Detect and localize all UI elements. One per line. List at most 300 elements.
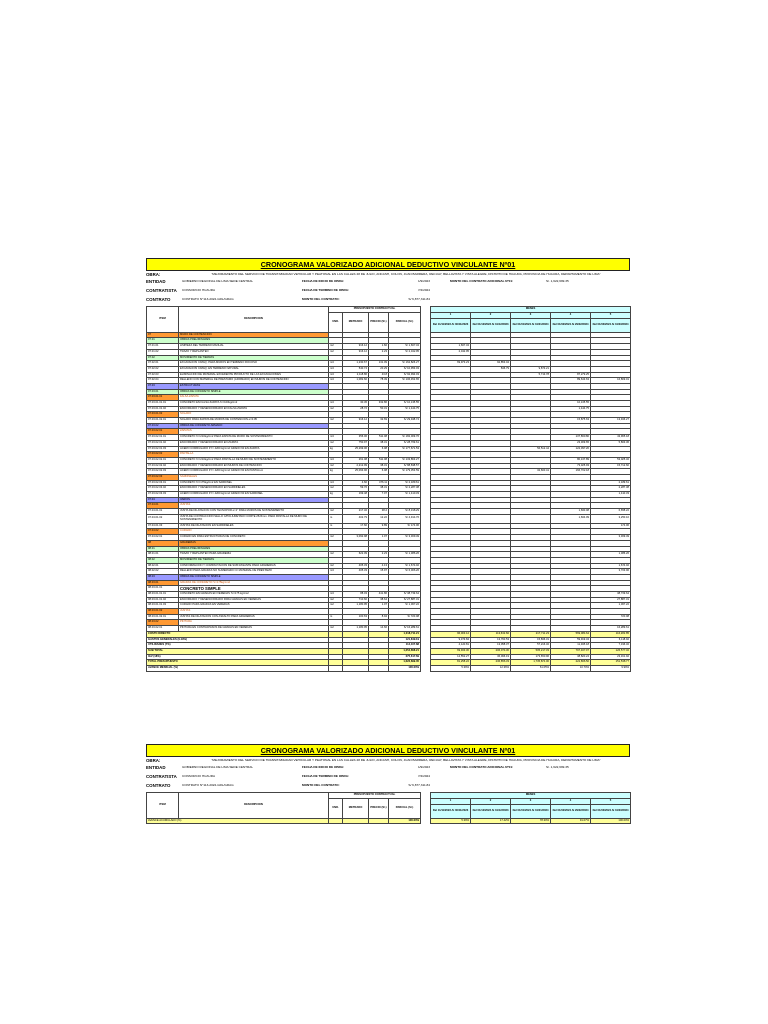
cell [369, 818, 389, 824]
monto-contrato-label: MONTO DEL CONTRATO: [302, 297, 340, 302]
cell-item: 07 [147, 332, 179, 338]
cell-precio: 14.66 [369, 626, 389, 632]
entidad-value: GOBIERNO REGIONAL DE LIMA SEDE CENTRAL [182, 279, 254, 284]
month-num: 3 [511, 799, 551, 805]
cell-label: TOTAL PRESUPUESTO [147, 660, 329, 666]
cell-item: 08.01 [147, 546, 179, 552]
col-descripcion: DESCRIPCION [179, 307, 329, 332]
table-head-1 [147, 307, 631, 332]
cell-metrado: 30.45 [343, 401, 369, 407]
monto-adicional-label-2: MONTO DEL CONTRATO ADICIONAL Nº01: [450, 765, 514, 770]
sheet-2 [146, 744, 630, 824]
cell-parcial: S/ 2,189.61 [389, 480, 421, 486]
cell-label: COSTO DIRECTO [147, 631, 329, 637]
cell-parcial: S/ 3,309.49 [389, 535, 421, 541]
cell-item: 07.03.02.02.01 [147, 457, 179, 463]
cell-month: 6,118.92 [591, 637, 631, 643]
cell-item: 07.03.02.03.02 [147, 486, 179, 492]
entidad-label: ENTIDAD [146, 278, 166, 284]
cell-parcial: S/ 174.06 [389, 523, 421, 529]
cell-item: 07.03.02.03.03 [147, 492, 179, 498]
cell-month: 5,713.78 [511, 372, 551, 378]
cell-item: 07.03.02.03 [147, 474, 179, 480]
cell-descripcion: CURADO [179, 529, 329, 535]
month-range: Del 01/02/2024 Al 29/02/2024 [551, 318, 591, 332]
cell-month: 236,856.33 [471, 660, 511, 666]
cell-parcial: 1,622,699.35 [389, 660, 421, 666]
cell-descripcion: JUNTA DE DILATACION CON TECNOPOR e=1" PARA MUROS DE SOSTENIMIENTO [179, 509, 329, 515]
cell-metrado: 25,299.06 [343, 446, 369, 452]
cell-descripcion: RELLENO CON MATERIAL DE PRESTAMO (AFIRMADO) EN MUROS DE CONTENCION [179, 378, 329, 384]
contratista-label: CONTRATISTA [146, 287, 177, 293]
cell-month: 7,196.32 [591, 643, 631, 649]
cell-item: 08.03.01.01.02 [147, 597, 179, 603]
cell-descripcion: ESTRUCTURAS [179, 383, 329, 389]
cell-descripcion: CONCRETO EN FALSA ZAPATA f'c=100kg/cm2 [179, 401, 329, 407]
cell-parcial: 121,849.19 [389, 637, 421, 643]
summary-row [147, 665, 631, 671]
cell-und: m3 [329, 366, 343, 372]
cell-und: m3 [329, 372, 343, 378]
cell-month: 56,512.44 [511, 446, 551, 452]
cell-month [471, 514, 511, 523]
cell-precio: 38.64 [369, 597, 389, 603]
obra-label-2: OBRA: [146, 758, 161, 763]
cell-precio: 20.29 [369, 366, 389, 372]
cell-month: 116,282.85 [591, 631, 631, 637]
cell-item: 08.03.01.02.01 [147, 614, 179, 620]
table-row [147, 818, 631, 824]
cell-item: 07.03.01.02 [147, 412, 179, 418]
month-num: 2 [471, 313, 511, 319]
cell-precio: 32.69 [369, 418, 389, 424]
cell-item: 07.03.02.03.01 [147, 480, 179, 486]
cell-parcial: S/ 10,135.55 [389, 401, 421, 407]
col-und: UND. [329, 313, 343, 333]
cell-metrado: 1,180.95 [343, 626, 369, 632]
cell-month: 11,495.18 [551, 643, 591, 649]
cell-metrado: 916.12 [343, 418, 369, 424]
cell-descripcion: ELIMINACION DE MATERIAL EXCEDENTE PRODUCTO DE LAS EXCAVACIONES [179, 372, 329, 378]
col-parcial: PARCIAL (S/.) [389, 799, 421, 819]
cell-metrado: 261.08 [343, 457, 369, 463]
cell-month: 89,643.63 [551, 378, 591, 384]
cell-item: 07.04.02.01 [147, 535, 179, 541]
col-parcial: PARCIAL (S/.) [389, 313, 421, 333]
cell-metrado: 916.12 [343, 344, 369, 350]
cell-month: 137,860.80 [551, 435, 591, 441]
month-num: 4 [551, 799, 591, 805]
cell-item: 08.03.01.01.01 [147, 592, 179, 598]
cell-month: 81,258.22 [431, 660, 471, 666]
spacer [421, 665, 431, 671]
contrato-value: CONTRATO N°113-2022-GRL/GRAG [182, 297, 234, 302]
month-num: 2 [471, 799, 511, 805]
cell-metrado: 25,093.96 [343, 469, 369, 475]
cell-month: 13,058.37 [471, 643, 511, 649]
cell-month: 91.07% [551, 818, 591, 824]
cell-month: 9,373.84 [431, 637, 471, 643]
cell-und: m2 [329, 626, 343, 632]
cell-month: 17.42% [471, 818, 511, 824]
cell-month: 1,674.02 [591, 563, 631, 569]
summary-body-1 [147, 631, 631, 671]
spacer [421, 514, 431, 523]
cell-descripcion: SOLADO [179, 412, 329, 418]
cell-month: 96,003.12 [431, 631, 471, 637]
cell-parcial: S/ 8,318.29 [389, 509, 421, 515]
cell-und: m [329, 514, 343, 523]
col-meses: MESES [431, 793, 631, 799]
cell-descripcion: JUNTAS [179, 609, 329, 615]
cell-und: m3 [329, 378, 343, 384]
cell-month: 126,577.32 [591, 648, 631, 654]
cell-month: 1,410.33 [591, 492, 631, 498]
cell-metrado: 405.33 [343, 563, 369, 569]
cell-metrado: 356.06 [343, 435, 369, 441]
cell-descripcion: GRADERIAS [179, 540, 329, 546]
cell-precio: 2.23 [369, 349, 389, 355]
cell-descripcion: SOLADO PARA ZAPATA DE MUROS DE CONTENCION e=0.05 [179, 418, 329, 424]
cell-descripcion: OBRAS DE CONCRETO SIMPLE [179, 574, 329, 580]
cell-descripcion: MOVIMIENTO DE TIERRAS [179, 557, 329, 563]
cell-month: 73,325.93 [551, 463, 591, 469]
cell-metrado: 2,118.86 [343, 372, 369, 378]
cell-metrado: 1,180.95 [343, 603, 369, 609]
schedule-table-1 [146, 306, 631, 671]
cell-month: 3,703.96 [591, 569, 631, 575]
cell-month: 4,120.81 [431, 643, 471, 649]
cell-descripcion: PINTURA [179, 620, 329, 626]
col-precio: PRECIO (S/.) [369, 799, 389, 819]
cell-und: m3 [329, 480, 343, 486]
month-range: Del 01/02/2024 Al 29/02/2024 [551, 804, 591, 818]
cell-item: 07.02.01 [147, 361, 179, 367]
cell-month: 113,632.82 [471, 631, 511, 637]
cell-item: 07.03.01.01.01 [147, 401, 179, 407]
fecha-inicio-value: 1/9/2023 [417, 279, 430, 284]
month-range: Del 01/12/2023 Al 31/12/2023 [471, 804, 511, 818]
obra-text: "MEJORAMIENTO DEL SERVICIO DE TRANSITABILIDAD VEHICULAR Y PEATONAL EN LAS CALLES 28 DE JULIO, ANCASH, COLON, JUAN BARRERA, RECUAY, BELLAVISTA Y VISTA ALEGRE, DISTRITO DE HUAURA, PROVINCIA DE HUAURA, DEPARTAMENTO DE LIMA" [211, 272, 601, 276]
monto-adicional-value-2: S/. 1,622,699.35 [546, 765, 569, 770]
contratista-value: CONSORCIO HUAURA [182, 288, 216, 293]
cell-month: 12.36% [471, 665, 511, 671]
monto-adicional-value: S/. 1,622,699.35 [546, 279, 569, 284]
contrato-row-2 [146, 781, 630, 790]
table-head-2 [147, 793, 631, 818]
cell-descripcion: CONFORMACION Y COMPACTACION DE SUB RASANTE PARA GRADERIAS [179, 563, 329, 569]
cell-descripcion: CONCRETO SIMPLE [179, 586, 329, 592]
cell-und: m3 [329, 361, 343, 367]
cell-descripcion: ENCOFRADO Y DESENCOFRADO EN FALSA ZAPATA [179, 406, 329, 412]
contrato-label-2: CONTRATO [146, 782, 171, 788]
cell-precio: 8.94 [369, 614, 389, 620]
cell-item: 08.03.01.02 [147, 609, 179, 615]
cell-und: m2 [329, 406, 343, 412]
cell-parcial: 275,617.69 [389, 654, 421, 660]
cell-descripcion: CONCRETO EN GRADAS EN VEREDAS f'c=175 kg/cm2 [179, 592, 329, 598]
cell-item: 08 [147, 540, 179, 546]
cell-item: 08.02.01 [147, 563, 179, 569]
cell-precio: 332.86 [369, 401, 389, 407]
cell-descripcion: SARDINELES [179, 474, 329, 480]
cell-month: 2,287.38 [591, 486, 631, 492]
fecha-termino-value-2: 7/4/2024 [417, 774, 430, 779]
obra-text-2: "MEJORAMIENTO DEL SERVICIO DE TRANSITABILIDAD VEHICULAR Y PEATONAL EN LAS CALLES 28 DE JULIO, ANCASH, COLON, JUAN BARRERA, RECUAY, BELLAVISTA Y VISTA ALEGRE, DISTRITO DE HUAURA, PROVINCIA DE HUAURA, DEPARTAMENTO DE LIMA" [211, 758, 601, 762]
cell [343, 818, 369, 824]
cell-month: 5,803.36 [591, 440, 631, 446]
cell-metrado: 1,082.60 [343, 378, 369, 384]
month-range: Del 01/03/2024 Al 31/03/2024 [591, 318, 631, 332]
cell-parcial: S/ 720.08 [389, 614, 421, 620]
month-range: Del 11/11/2023 Al 30/11/2023 [431, 804, 471, 818]
cell-descripcion: TRAZO Y REPLANTEO [179, 349, 329, 355]
summary-body-2 [147, 818, 631, 824]
cell-month: 12,552.27 [431, 654, 471, 660]
contratista-value-2: CONSORCIO HUAURA [182, 774, 216, 779]
cell-item: 07.03.01 [147, 389, 179, 395]
cell-descripcion: JUNTAS DE DILATACION CON ASFALTO PARA GRADERIAS [179, 614, 329, 620]
cell-label: AVANCE MENSUAL (%) [147, 665, 329, 671]
cell-metrado: 622.09 [343, 552, 369, 558]
cell-month: 32,600.41 [511, 469, 551, 475]
col-metrado: METRADO [343, 313, 369, 333]
cell-month: 100.00% [591, 818, 631, 824]
cell-label: IGV (18%) [147, 654, 329, 660]
cell-month: 1,735,874.00 [511, 660, 551, 666]
cell-month: 13,760.53 [471, 637, 511, 643]
month-num: 1 [431, 799, 471, 805]
cell-item: 08.02 [147, 557, 179, 563]
cell-precio: 511.08 [369, 457, 389, 463]
cell-item: 07.03.02.01.02 [147, 440, 179, 446]
monto-contrato-label-2: MONTO DEL CONTRATO: [302, 783, 340, 788]
cell-item: 07.04.02 [147, 529, 179, 535]
cell-month: 1,386.26 [591, 552, 631, 558]
cell-und: m2 [329, 552, 343, 558]
cell-month: 206,074.30 [471, 648, 511, 654]
cell-descripcion: PINTURA EN CONTRAPASOS DE GRADAS EN VEREDAS [179, 626, 329, 632]
col-item: ITEM [147, 793, 179, 818]
col-meses: MESES [431, 307, 631, 313]
cell-item: 07.03.02.01.01 [147, 435, 179, 441]
spacer [421, 818, 431, 824]
cell-und: m2 [329, 509, 343, 515]
cell-label: GASTOS GENERALES (9.19%) [147, 637, 329, 643]
cell-month: 13,946.27 [591, 418, 631, 424]
cell-month: 122,097.20 [551, 446, 591, 452]
cell-month: 23,309.65 [551, 440, 591, 446]
cell-item: 07.03.01.02.01 [147, 418, 179, 424]
table-body-1 [147, 332, 631, 631]
cell-precio: 6.08 [369, 446, 389, 452]
cell-metrado: 28.72 [343, 406, 369, 412]
cell-parcial: S/ 1,444.75 [389, 406, 421, 412]
cell-und: kg [329, 492, 343, 498]
month-num: 1 [431, 313, 471, 319]
cell-descripcion: EXCAVACION C/MAQ. EN TERRENO NATURAL [179, 366, 329, 372]
cell-item: 07.02 [147, 355, 179, 361]
cell-month: 16,809.01 [591, 378, 631, 384]
cell-parcial: 100.00% [389, 818, 421, 824]
col-presupuesto: PRESUPUESTO CONTRACTUAL [329, 793, 421, 799]
cell-month: 36,096.19 [471, 654, 511, 660]
cell-descripcion: VARIOS [179, 497, 329, 503]
cell-und: m [329, 523, 343, 529]
cell-parcial: S/ 106,452.65 [389, 378, 421, 384]
cell-parcial: S/ 1,067.22 [389, 603, 421, 609]
cell-month: 38,820.24 [551, 654, 591, 660]
cell-item: 07.03 [147, 383, 179, 389]
entidad-row [146, 277, 630, 286]
cell-und: m2 [329, 603, 343, 609]
obra-row-2 [146, 759, 630, 763]
cell-item: 08.03 [147, 574, 179, 580]
cell-month: 10,135.55 [551, 401, 591, 407]
cell-metrado: 405.33 [343, 569, 369, 575]
cell-und: m2 [329, 535, 343, 541]
entidad-row-2 [146, 763, 630, 772]
cell-month: 174.06 [591, 523, 631, 529]
cell-month [431, 514, 471, 523]
fecha-inicio-label-2: FECHA DE INICIO DE OBRA: [302, 765, 345, 770]
cell-metrado: 402.79 [343, 514, 369, 523]
cell-parcial: 1,018,711.21 [389, 631, 421, 637]
cell-parcial: S/ 1,674.02 [389, 563, 421, 569]
cell-und: m3 [329, 569, 343, 575]
cell-item: 07.04 [147, 497, 179, 503]
cell-month: 2,042.95 [431, 349, 471, 355]
cell-und: m2 [329, 597, 343, 603]
cell-month: 9,873.21 [511, 366, 551, 372]
cell-descripcion: ENCOFRADO Y DESENCOFRADO PARA GRADAS EN VEREDAS [179, 597, 329, 603]
cell-descripcion: TRAZO Y REPLANTEO PARA GRADERIA [179, 552, 329, 558]
cell-descripcion: ACERO CORRUGADO FY= 4200 kg/cm2 GRADO 60 EN PANTALLA [179, 469, 329, 475]
entidad-label-2: ENTIDAD [146, 764, 166, 770]
cell-label: AVANCE ACUMULADO (%) [147, 818, 329, 824]
cell-parcial: S/ 1,667.34 [389, 344, 421, 350]
cell-precio: 441.86 [369, 592, 389, 598]
col-presupuesto: PRESUPUESTO CONTRACTUAL [329, 307, 421, 313]
col-metrado: METRADO [343, 799, 369, 819]
cell-descripcion: ENCOFRADO Y DESENCOFRADO EN MUROS DE CONTENCION [179, 463, 329, 469]
cell-parcial: 1,254,668.21 [389, 648, 421, 654]
cell-item: 08.03.01 [147, 580, 179, 586]
cell-parcial: S/ 27,887.31 [389, 597, 421, 603]
cell-month: 1,667.34 [431, 344, 471, 350]
monto-adicional-label: MONTO DEL CONTRATO ADICIONAL Nº01: [450, 279, 514, 284]
cell-month: 2,189.61 [591, 480, 631, 486]
cell-descripcion: CONCRETO f'c=210kg/cm2 PARA ZAPATA DE MURO DE SOSTENIMIENTO [179, 435, 329, 441]
cell-month: 1,067.22 [591, 603, 631, 609]
cell-month: 6,658.22 [591, 509, 631, 515]
cell-und: m3 [329, 592, 343, 598]
cell-descripcion: OBRAS DE CONCRETO ARMADO [179, 423, 329, 429]
cell-precio: 7.07 [369, 492, 389, 498]
cell-precio: 9.89 [369, 523, 389, 529]
cell-precio: 12.22 [369, 514, 389, 523]
cell-parcial: S/ 29,948.74 [389, 418, 421, 424]
cell-month: 38,739.64 [591, 592, 631, 598]
cell-month: 78.30% [511, 818, 551, 824]
cell-month: 10.70% [551, 665, 591, 671]
cell-descripcion: FALSA ZAPATA [179, 395, 329, 401]
cell-month: 80,137.89 [551, 457, 591, 463]
cell-month: 505,217.33 [511, 648, 551, 654]
cell-month: 846.79 [471, 366, 511, 372]
cell-precio: 38.31 [369, 440, 389, 446]
cell-month: 15,836.31 [511, 637, 551, 643]
cell-month: 92,853.04 [471, 361, 511, 367]
col-item: ITEM [147, 307, 179, 332]
cell-descripcion: ACERO CORRUGADO FY= 4200 kg/cm2 GRADO 60 EN ZAPATA [179, 446, 329, 452]
cell-descripcion: JUNTAS DE DILATACION EN SARDINELES [179, 523, 329, 529]
cell-descripcion: CURADO EN PARA ESTRUCTURAS DE CONCRETO [179, 535, 329, 541]
cell-parcial: S/ 28,769.61 [389, 440, 421, 446]
cell-descripcion: OBRAS PRELIMINARES [179, 546, 329, 552]
cell-und: m3 [329, 457, 343, 463]
contratista-label-2: CONTRATISTA [146, 773, 177, 779]
cell-month: 27,887.31 [591, 597, 631, 603]
cell-parcial: S/ 4,914.76 [389, 514, 421, 523]
cell-month: 43,965.18 [591, 435, 631, 441]
cell-month: 217,711.23 [511, 631, 551, 637]
cell-metrado: 88.03 [343, 592, 369, 598]
cell-und: m2 [329, 349, 343, 355]
cell-item: 07.03.02.02 [147, 452, 179, 458]
cell-metrado: 199.48 [343, 492, 369, 498]
cell-descripcion: OBRAS PRELIMINARES [179, 338, 329, 344]
month-num: 5 [591, 313, 631, 319]
cell-descripcion: ZAPATAS [179, 429, 329, 435]
cell [329, 818, 343, 824]
cell-item: 07.03.01.01 [147, 395, 179, 401]
cell-parcial: S/ 179,353.59 [389, 469, 421, 475]
cell-month: 87,279.25 [551, 372, 591, 378]
cell-month: 151,538.77 [591, 660, 631, 666]
cell-item: 07.03.02.02.02 [147, 463, 179, 469]
month-range: Del 11/11/2023 Al 30/11/2023 [431, 318, 471, 332]
cell-precio: 476.11 [369, 480, 389, 486]
cell-item: 07.02.02 [147, 366, 179, 372]
cell-month: 5.39% [431, 818, 471, 824]
cell [369, 665, 389, 671]
cell-und: m2 [329, 440, 343, 446]
contratista-row-2 [146, 772, 630, 781]
col-descripcion: DESCRIPCION [179, 793, 329, 818]
cell-item: 07.04.01.02 [147, 514, 179, 523]
cell-parcial: S/ 182,009.76 [389, 435, 421, 441]
cell-descripcion: RELLENO PARA GRADAS NO SUMERGIDO C/ MATERIAL DE PRESTAMO [179, 569, 329, 575]
cell-month: 69,973.23 [431, 361, 471, 367]
cell-metrado: 540.74 [343, 366, 369, 372]
cell-item: 07.03.02.02.03 [147, 469, 179, 475]
cell-descripcion: ENCOFRADO Y DESENCOFRADO EN SARDINELES [179, 486, 329, 492]
cell-und: m3 [329, 435, 343, 441]
cell-item: 07.04.01 [147, 503, 179, 509]
cell-precio: 38.31 [369, 463, 389, 469]
cell-month: 15,712.60 [591, 463, 631, 469]
col-precio: PRECIO (S/.) [369, 313, 389, 333]
contrato-row [146, 295, 630, 304]
cell-parcial: 100.00% [389, 665, 421, 671]
cell-parcial: S/ 162,826.27 [389, 361, 421, 367]
spacer [421, 307, 431, 332]
cell-precio: 131.09 [369, 361, 389, 367]
cell-descripcion: EXCAVACION C/MAQ. PARA MUROS EN TERRENO ROCOSO [179, 361, 329, 367]
cell-descripcion: CONCRETO f'c=210kg/cm2 PARA PANTALLA DE MURO DE SOSTENIMIENTO [179, 457, 329, 463]
cell-parcial: S/ 177,671.53 [389, 446, 421, 452]
